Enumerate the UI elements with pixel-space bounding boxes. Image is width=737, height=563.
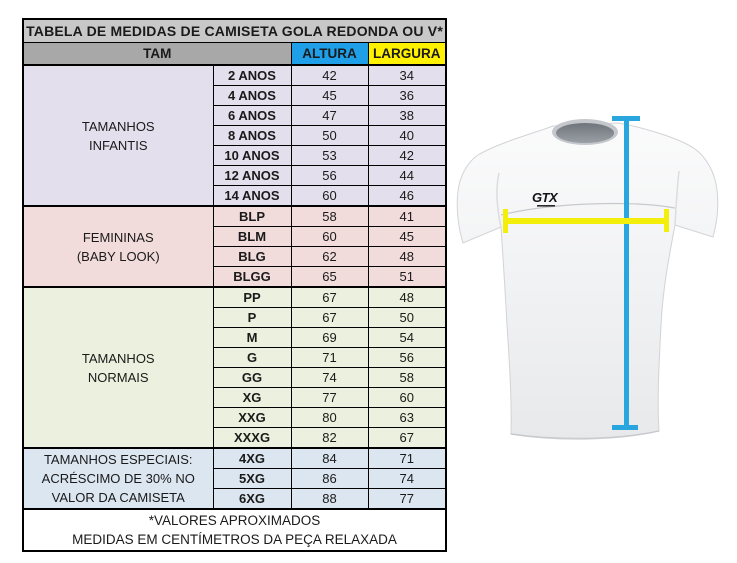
altura-value-cell: 62	[291, 247, 368, 267]
largura-value-cell: 58	[368, 368, 446, 388]
group-label-line: INFANTIS	[88, 137, 148, 153]
group-label-line: VALOR DA CAMISETA	[51, 490, 185, 505]
size-cell: 5XG	[213, 469, 291, 489]
gtx-logo	[532, 190, 559, 207]
table-title-row	[23, 19, 446, 43]
column-header-largura: LARGURA	[368, 43, 446, 66]
footnote-cell	[23, 509, 446, 551]
group-label-line: ACRÉSCIMO DE 30% NO	[41, 471, 195, 486]
altura-value-cell: 67	[291, 308, 368, 328]
tshirt-image	[445, 95, 737, 455]
largura-value-cell: 42	[368, 146, 446, 166]
altura-value-cell: 58	[291, 206, 368, 227]
largura-value-cell: 54	[368, 328, 446, 348]
largura-value-cell: 36	[368, 86, 446, 106]
table-row	[23, 448, 446, 469]
size-cell: 10 ANOS	[213, 146, 291, 166]
size-cell: PP	[213, 287, 291, 308]
group-label-line: NORMAIS	[87, 369, 149, 385]
altura-value-cell: 67	[291, 287, 368, 308]
size-cell: G	[213, 348, 291, 368]
size-cell: BLG	[213, 247, 291, 267]
table-header-row	[23, 43, 446, 66]
altura-value-cell: 88	[291, 489, 368, 510]
altura-value-cell: 82	[291, 428, 368, 449]
altura-value-cell: 69	[291, 328, 368, 348]
largura-value-cell: 48	[368, 247, 446, 267]
altura-value-cell: 86	[291, 469, 368, 489]
size-cell: XXG	[213, 408, 291, 428]
largura-value-cell: 56	[368, 348, 446, 368]
largura-value-cell: 74	[368, 469, 446, 489]
group-label-cell-infantis	[23, 65, 213, 206]
size-cell: GG	[213, 368, 291, 388]
size-cell: 8 ANOS	[213, 126, 291, 146]
group-label-line: TAMANHOS	[81, 350, 155, 366]
group-label-cell-normais	[23, 287, 213, 448]
tshirt-body	[457, 123, 718, 438]
largura-value-cell: 63	[368, 408, 446, 428]
largura-value-cell: 38	[368, 106, 446, 126]
gtx-logo-tagline-line	[537, 205, 555, 207]
table-row	[23, 65, 446, 86]
size-cell: XXXG	[213, 428, 291, 449]
altura-value-cell: 60	[291, 227, 368, 247]
size-cell: 6 ANOS	[213, 106, 291, 126]
largura-value-cell: 45	[368, 227, 446, 247]
largura-value-cell: 48	[368, 287, 446, 308]
largura-value-cell: 71	[368, 448, 446, 469]
column-header-altura: ALTURA	[291, 43, 368, 66]
size-cell: P	[213, 308, 291, 328]
size-cell: 2 ANOS	[213, 65, 291, 86]
footnote-line: *VALORES APROXIMADOS	[148, 513, 321, 528]
altura-value-cell: 84	[291, 448, 368, 469]
size-cell: 14 ANOS	[213, 186, 291, 207]
largura-value-cell: 44	[368, 166, 446, 186]
largura-value-cell: 60	[368, 388, 446, 408]
largura-value-cell: 41	[368, 206, 446, 227]
group-label-cell-femininas	[23, 206, 213, 287]
altura-value-cell: 47	[291, 106, 368, 126]
altura-value-cell: 80	[291, 408, 368, 428]
altura-value-cell: 50	[291, 126, 368, 146]
largura-value-cell: 67	[368, 428, 446, 449]
altura-value-cell: 65	[291, 267, 368, 288]
altura-value-cell: 60	[291, 186, 368, 207]
largura-value-cell: 50	[368, 308, 446, 328]
largura-value-cell: 51	[368, 267, 446, 288]
group-label-cell-especiais	[23, 448, 213, 509]
altura-value-cell: 56	[291, 166, 368, 186]
largura-value-cell: 46	[368, 186, 446, 207]
footnote-line: MEDIDAS EM CENTÍMETROS DA PEÇA RELAXADA	[72, 532, 397, 547]
group-label-line: (BABY LOOK)	[76, 248, 160, 264]
altura-value-cell: 74	[291, 368, 368, 388]
size-cell: BLP	[213, 206, 291, 227]
table-row	[23, 287, 446, 308]
size-cell: 12 ANOS	[213, 166, 291, 186]
group-label-line: TAMANHOS ESPECIAIS:	[43, 452, 193, 467]
largura-value-cell: 34	[368, 65, 446, 86]
group-label-line: TAMANHOS	[81, 118, 155, 134]
group-label-line: FEMININAS	[82, 229, 154, 245]
size-cell: BLGG	[213, 267, 291, 288]
altura-value-cell: 71	[291, 348, 368, 368]
table-footer-row	[23, 509, 446, 551]
gtx-logo-text: GTX	[532, 190, 558, 205]
size-cell: M	[213, 328, 291, 348]
size-cell: 4 ANOS	[213, 86, 291, 106]
size-cell: 6XG	[213, 489, 291, 510]
size-cell: XG	[213, 388, 291, 408]
size-cell: BLM	[213, 227, 291, 247]
largura-value-cell: 77	[368, 489, 446, 510]
altura-value-cell: 53	[291, 146, 368, 166]
altura-value-cell: 77	[291, 388, 368, 408]
table-row	[23, 206, 446, 227]
table-title: TABELA DE MEDIDAS DE CAMISETA GOLA REDONDA OU V*	[23, 19, 446, 43]
collar-opening	[556, 123, 614, 143]
size-cell: 4XG	[213, 448, 291, 469]
altura-value-cell: 45	[291, 86, 368, 106]
column-header-tam: TAM	[23, 43, 291, 66]
largura-value-cell: 40	[368, 126, 446, 146]
altura-value-cell: 42	[291, 65, 368, 86]
size-chart-table	[22, 18, 447, 552]
